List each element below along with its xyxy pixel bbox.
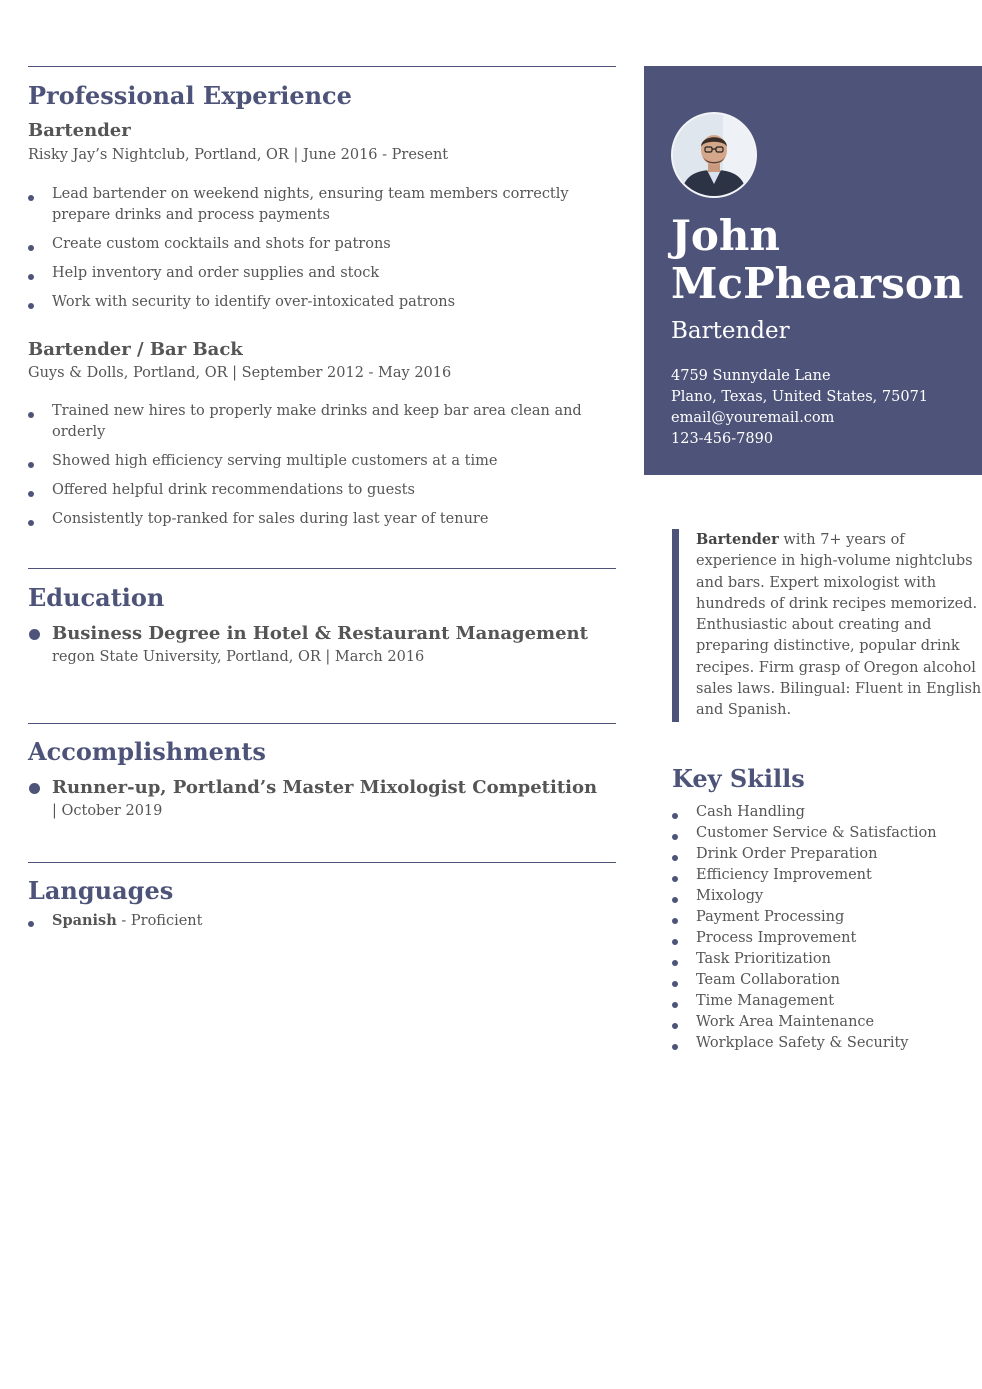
list-item: Time Management [672, 991, 972, 1012]
list-item: Create custom cocktails and shots for patrons [28, 234, 616, 255]
job-2-bullets [28, 401, 616, 530]
last-name: McPhearson [671, 259, 964, 308]
avatar [671, 112, 757, 198]
language-level: - Proficient [116, 913, 203, 929]
list-item: Work Area Maintenance [672, 1012, 972, 1033]
summary-text: with 7+ years of experience in high-volume nightclubs and bars. Expert mixologist with hundreds of drink recipes memorized. Enthusiastic about creating and preparing distinctive, popular drink recipes. Firm grasp of Oregon alcohol sales laws. Bilingual: Fluent in English and Spanish. [696, 532, 982, 719]
address-line-1: 4759 Sunnydale Lane [671, 368, 831, 384]
education-entry [28, 622, 616, 668]
bullet-icon [29, 783, 40, 794]
job-2 [28, 339, 616, 530]
list-item: Help inventory and order supplies and stock [28, 263, 616, 284]
list-item: Team Collaboration [672, 970, 972, 991]
accomplishment-entry [28, 776, 616, 822]
list-item: Showed high efficiency serving multiple customers at a time [28, 451, 616, 472]
list-item: Workplace Safety & Security [672, 1033, 972, 1054]
professional-summary [672, 529, 982, 722]
accomplishments-title: Accomplishments [28, 737, 266, 766]
accomplishments-section [28, 723, 616, 822]
education-title: Education [28, 583, 165, 612]
experience-title: Professional Experience [28, 81, 352, 110]
list-item: Offered helpful drink recommendations to guests [28, 480, 616, 501]
skills-title: Key Skills [672, 764, 805, 793]
person-photo-icon [673, 114, 755, 196]
address-line-2: Plano, Texas, United States, 75071 [671, 389, 929, 405]
languages-title: Languages [28, 876, 174, 905]
languages-list [28, 910, 616, 932]
list-item: Customer Service & Satisfaction [672, 823, 972, 844]
languages-section [28, 862, 616, 932]
degree-title: Business Degree in Hotel & Restaurant Management [52, 623, 588, 644]
main-column [28, 66, 616, 932]
list-item: Drink Order Preparation [672, 844, 972, 865]
job-1-meta: Risky Jay’s Nightclub, Portland, OR | June 2016 - Present [28, 147, 449, 163]
list-item: Consistently top-ranked for sales during last year of tenure [28, 509, 616, 530]
list-item: Payment Processing [672, 907, 972, 928]
experience-section [28, 66, 616, 530]
language-name: Spanish [52, 912, 117, 929]
list-item: Cash Handling [672, 802, 972, 823]
accomplishment-title: Runner-up, Portland’s Master Mixologist Competition [52, 777, 598, 798]
profile-header [644, 66, 982, 475]
summary-lead: Bartender [696, 531, 779, 548]
list-item: Process Improvement [672, 928, 972, 949]
list-item: Lead bartender on weekend nights, ensuring team members correctly prepare drinks and process payments [28, 184, 616, 226]
accomplishment-date: | October 2019 [52, 803, 163, 819]
education-section [28, 568, 616, 668]
email[interactable]: email@youremail.com [671, 410, 835, 426]
list-item [28, 910, 616, 932]
list-item: Task Prioritization [672, 949, 972, 970]
job-1-bullets [28, 184, 616, 313]
contact-info [671, 366, 928, 450]
job-role: Bartender [671, 318, 790, 344]
candidate-name [671, 212, 971, 308]
job-1 [28, 120, 616, 313]
list-item: Trained new hires to properly make drinks and keep bar area clean and orderly [28, 401, 616, 443]
list-item: Mixology [672, 886, 972, 907]
job-2-meta: Guys & Dolls, Portland, OR | September 2012 - May 2016 [28, 365, 452, 381]
job-2-title: Bartender / Bar Back [28, 339, 243, 360]
job-1-title: Bartender [28, 120, 131, 141]
school-meta: regon State University, Portland, OR | March 2016 [52, 649, 425, 665]
phone[interactable]: 123-456-7890 [671, 431, 774, 447]
list-item: Efficiency Improvement [672, 865, 972, 886]
bullet-icon [29, 629, 40, 640]
first-name: John [671, 211, 780, 260]
skills-list [672, 802, 972, 1054]
list-item: Work with security to identify over-intoxicated patrons [28, 292, 616, 313]
